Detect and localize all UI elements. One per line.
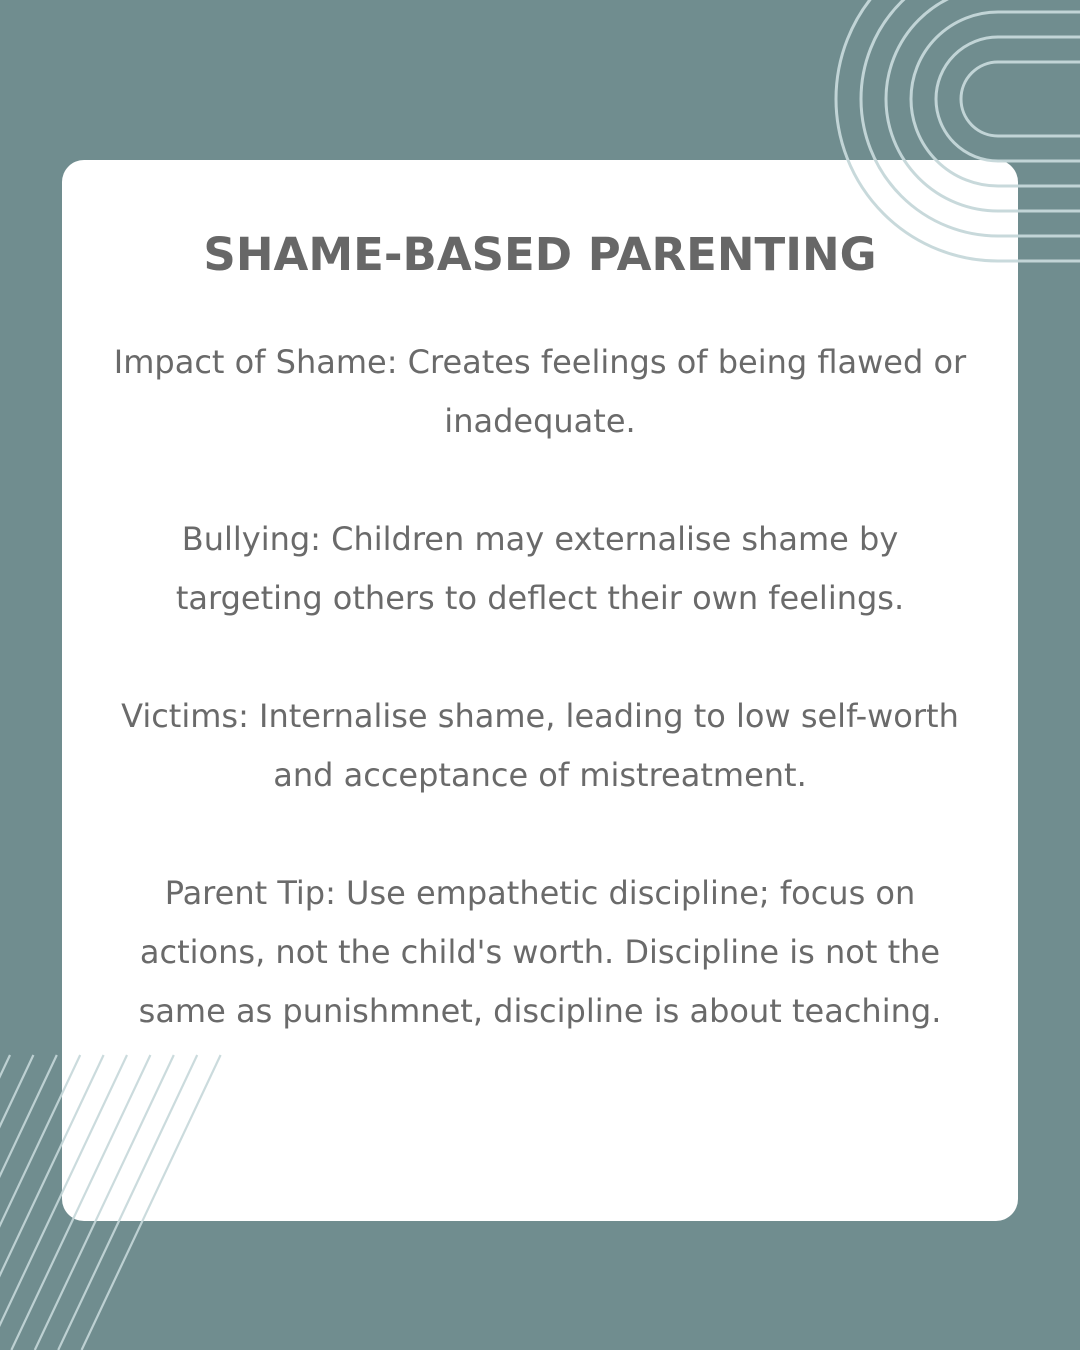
point-impact: Impact of Shame: Creates feelings of being flawed or inadequate. bbox=[113, 343, 967, 440]
arc-line bbox=[961, 62, 1080, 136]
arc-line bbox=[936, 37, 1080, 161]
point-victims: Victims: Internalise shame, leading to low self-worth and acceptance of mistreatment. bbox=[121, 697, 959, 794]
diagonal-line bbox=[0, 1055, 57, 1350]
point-bullying: Bullying: Children may externalise shame by targeting others to deflect their own feelings. bbox=[175, 520, 905, 617]
diagonal-line bbox=[0, 1055, 33, 1350]
point-parent-tip: Parent Tip: Use empathetic discipline; focus on actions, not the child's worth. Discipline is not the same as punishmnet, discipline is about teaching. bbox=[138, 874, 942, 1030]
diagonal-line bbox=[0, 1055, 10, 1350]
content-body bbox=[110, 333, 970, 1100]
page-title: SHAME-BASED PARENTING bbox=[203, 228, 877, 281]
